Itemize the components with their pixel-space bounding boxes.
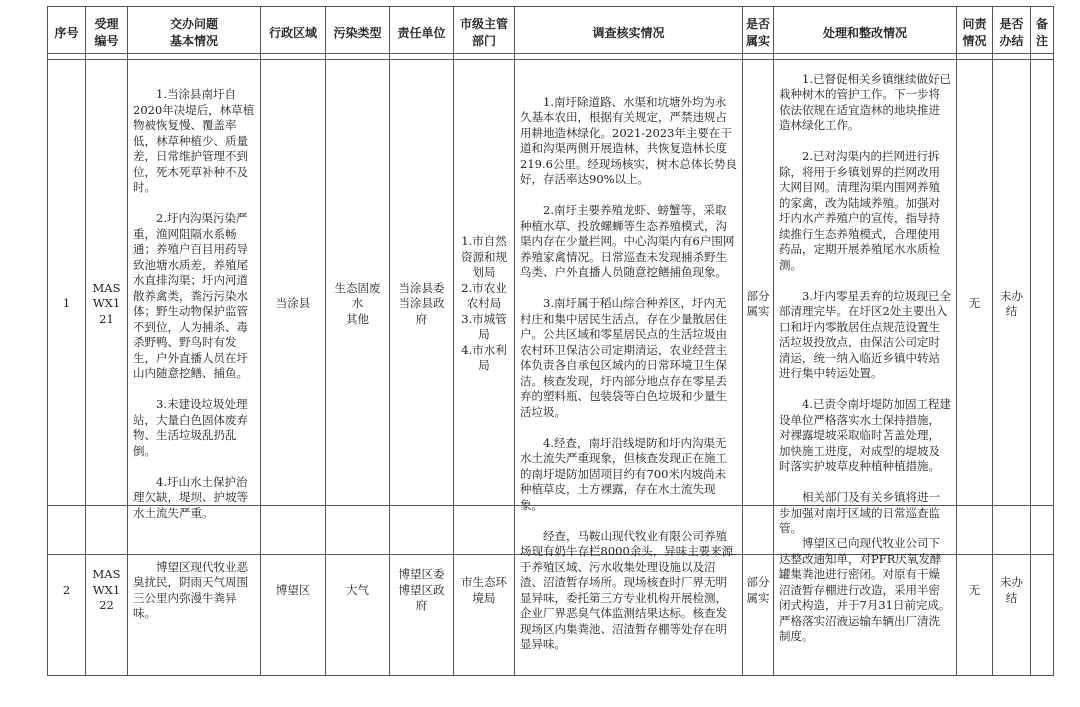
cell-issue (128, 54, 261, 555)
cell-accountability: 无 (957, 54, 993, 555)
handling-paragraph: 2.已对沟渠内的拦网进行拆除，将用于乡镇划界的拦网改用大网目网。清理沟渠内围网养殖的家禽，改为陆域养殖。加强对圩内水产养殖户的宣传，指导持续推行生态养殖模式，合理使用药品，定期开展养殖尾水水质检测。 (779, 149, 940, 272)
issue-paragraph: 博望区现代牧业恶臭扰民，阴雨天气周围三公里内弥漫牛粪异味。 (133, 559, 248, 620)
table-row (48, 506, 1054, 676)
col-header-region: 行政区域 (261, 7, 326, 60)
col-header-completed: 是否 办结 (993, 7, 1031, 60)
investigation-paragraph: 1.南圩除道路、水渠和坑塘外均为永久基本农田，根据有关规定，严禁违规占用耕地造林绿化。2021-2023年主要在干道和沟渠两侧开展造林，共恢复造林长度219.6公里。经现场核实，树木总体长势良好，存活率达90%以上。 (520, 94, 737, 187)
col-header-investigation: 调查核实情况 (515, 7, 743, 60)
col-header-resp-unit: 责任单位 (390, 7, 454, 60)
col-header-accept-no: 受理 编号 (86, 7, 128, 60)
cell-city-dept: 1.市自然 资源和规 划局 2.市农业 农村局 3.市城管 局 4.市水利 局 (454, 54, 515, 555)
cell-remark (1031, 506, 1054, 676)
col-header-remark: 备 注 (1031, 7, 1054, 60)
cell-resp-unit: 当涂县委 当涂县政 府 (390, 54, 454, 555)
issue-paragraph: 1.当涂县南圩自2020年决堤后，林草植物被恢复慢、覆盖率低，林草种植少、质量差，日常维护管理不到位，死木死草补种不及时。 (133, 87, 255, 194)
handling-paragraph: 1.已督促相关乡镇继续做好已栽种树木的管护工作。下一步将依法依规在适宜造林的地块推进造林绿化工作。 (779, 71, 951, 132)
cell-true-status: 部分 属实 (743, 506, 774, 676)
col-header-handling: 处理和整改情况 (774, 7, 957, 60)
cell-region: 当涂县 (261, 54, 326, 555)
issue-paragraph: 2.圩内沟渠污染严重，渔网阻隔水系畅通；养殖户百目用药导致池塘水质差，养殖尾水直排沟渠；圩内河道散养禽类，粪污污染水体；野生动物保护监管不到位，人为捕杀、毒杀野鸭、野鸟时有发生，户外直播人员在圩山内随意挖鳝、捕鱼。 (133, 211, 248, 380)
cell-true-status: 部分 属实 (743, 54, 774, 555)
col-header-true-status: 是否 属实 (743, 7, 774, 60)
investigation-paragraph: 3.南圩属于稻山综合种养区，圩内无村庄和集中居民生活点，存在少量散居住户。公共区域和零星居民点的生活垃圾由农村环卫保洁公司定期清运，农业经营主体负责各自承包区域内的日常环境卫生保洁。核查发现，圩内部分地点存在零星丢弃的塑料瓶、包装袋等白色垃圾和少量生活垃圾。 (520, 296, 727, 419)
table-header (47, 6, 1054, 60)
cell-investigation (515, 506, 743, 676)
handling-paragraph: 相关部门及有关乡镇将进一步加强对南圩区域的日常巡查监管。 (779, 490, 940, 535)
cell-pollution: 大气 (326, 506, 390, 676)
cell-seq: 2 (48, 506, 86, 676)
cell-completed: 未办 结 (993, 506, 1031, 676)
cell-pollution: 生态固废 水 其他 (326, 54, 390, 555)
handling-paragraph: 4.已责令南圩堤防加固工程建设单位严格落实水土保持措施，对裸露堤坡采取临时苫盖处理，加快施工进度，对成型的堤坡及时落实护坡草皮种植种植措施。 (779, 397, 951, 473)
handling-paragraph: 博望区已向现代牧业公司下达整改通知单，对PFR厌氧发酵罐集粪池进行密闭。对原有干燥沼渣暂存棚进行改造，采用半密闭式构造，并于7月31日前完成。严格落实沼液运输车辆出厂清洗制度。 (779, 536, 951, 644)
table-body-row-2 (47, 505, 1054, 676)
issue-paragraph: 3.未建设垃圾处理站，大量白色固体废弃物、生活垃圾乱扔乱倒。 (133, 397, 248, 458)
cell-resp-unit: 博望区委 博望区政 府 (390, 506, 454, 676)
cell-handling (774, 54, 957, 555)
cell-accept-no: MAS WX1 21 (86, 54, 128, 555)
col-header-seq: 序号 (48, 7, 86, 60)
cell-remark (1031, 54, 1054, 555)
table-body-row-1 (47, 53, 1054, 555)
col-header-city-dept: 市级主管 部门 (454, 7, 515, 60)
issue-paragraph: 4.圩山水土保护治理欠缺，堤坝、护坡等水土流失严重。 (133, 474, 248, 520)
cell-accept-no: MAS WX1 22 (86, 506, 128, 676)
investigation-paragraph: 4.经查，南圩沿线堤防和圩内沟渠无水土流失严重现象，但核查发现正在施工的南圩堤防加固项目约有700米内坡尚未种植草皮，土方裸露，存在水土流失现象。 (520, 435, 727, 512)
cell-investigation (515, 54, 743, 555)
col-header-accountability: 问责 情况 (957, 7, 993, 60)
col-header-pollution: 污染类型 (326, 7, 390, 60)
col-header-issue: 交办问题 基本情况 (128, 7, 261, 60)
cell-city-dept: 市生态环 境局 (454, 506, 515, 676)
cell-region: 博望区 (261, 506, 326, 676)
cell-seq: 1 (48, 54, 86, 555)
cell-handling (774, 506, 957, 676)
cell-completed: 未办 结 (993, 54, 1031, 555)
cell-accountability: 无 (957, 506, 993, 676)
handling-paragraph: 3.圩内零星丢弃的垃圾现已全部清理完毕。在圩区2处主要出入口和圩内零散居住点规范设置生活垃圾投放点，由保洁公司定时清运，统一纳入临近乡镇中转站进行集中转运处置。 (779, 288, 951, 380)
investigation-paragraph: 经查，马鞍山现代牧业有限公司养殖场现有奶牛存栏8000余头，异味主要来源于养殖区域、污水收集处理设施以及沼渣、沼渣暂存场所。现场核查时厂界无明显异味，委托第三方专业机构开展检测，企业厂界恶臭气体监测结果达标。核查发现场区内集粪池、沼渣暂存棚等处存在明显异味。 (520, 528, 734, 651)
cell-issue (128, 506, 261, 676)
investigation-paragraph: 2.南圩主要养殖龙虾、螃蟹等，采取种植水草、投放螺蛳等生态养殖模式，沟渠内存在少量拦网。中心沟渠内有6户围网养殖家禽情况。日常巡查未发现捕杀野生鸟类、户外直播人员随意挖鳝捕鱼现象。 (520, 203, 735, 280)
table-row (48, 54, 1054, 555)
